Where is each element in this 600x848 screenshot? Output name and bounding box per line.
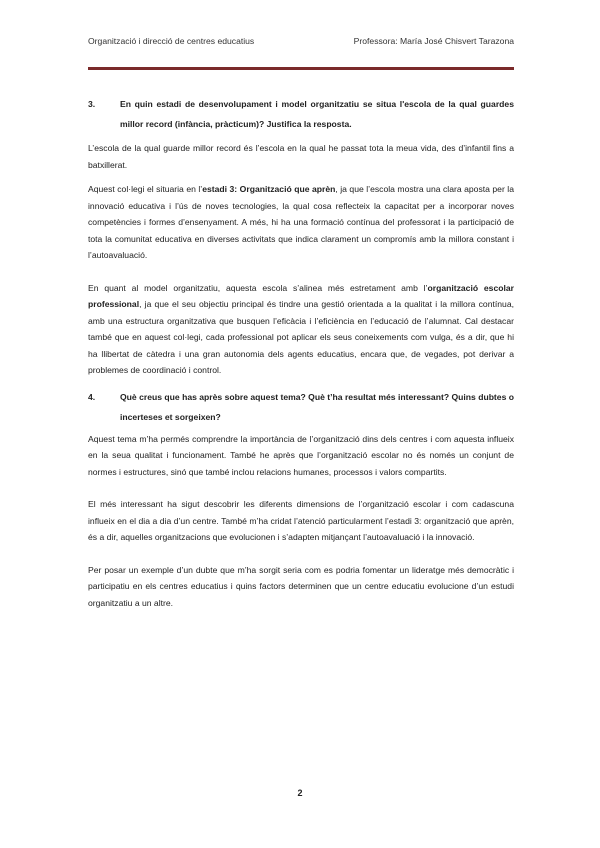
answer-4-paragraph-3: Per posar un exemple d’un dubte que m’ha sorgit seria com es podria fomentar un lideratge més democràtic i participatiu en els centres educatius i quins factors determinen que un centre educatiu evolucione d’un estudi organitzatiu a un altre. bbox=[88, 564, 514, 608]
question-3 bbox=[88, 94, 514, 134]
header-professor: Professora: María José Chisvert Tarazona bbox=[353, 36, 514, 46]
answer-3-p2-bold: estadi 3: Organització que aprèn bbox=[202, 184, 336, 194]
question-3-number: 3. bbox=[88, 99, 96, 109]
question-3-text: En quin estadi de desenvolupament i model organitzatiu se situa l'escola de la qual guardes millor record (infància, pràcticum)? Justifica la resposta. bbox=[120, 99, 514, 129]
answer-3-paragraph-1: L’escola de la qual guarde millor record és l’escola en la qual he passat tota la meua vida, des d’infantil fins a batxillerat. bbox=[88, 143, 514, 170]
answer-4-paragraph-2: El més interessant ha sigut descobrir les diferents dimensions de l’organització escolar i com cadascuna influeix en el dia a dia d’un centre. També m’ha cridat l’atenció particularment l’estadi 3: organització que aprèn, és a dir, aquelles organitzacions que evolucionen i s’adapten mitjançant l’autoavaluació i la innovació. bbox=[88, 499, 514, 542]
question-4 bbox=[88, 387, 514, 427]
header-divider bbox=[88, 67, 514, 70]
answer-3-p3-text-a: En quant al model organitzatiu, aquesta escola s’alinea més estretament amb l’ bbox=[88, 282, 428, 293]
answer-3-paragraph-3 bbox=[88, 280, 514, 379]
page-number: 2 bbox=[297, 788, 303, 798]
header-course-title: Organització i direcció de centres educatius bbox=[88, 36, 255, 46]
answer-3-paragraph-2 bbox=[88, 181, 514, 264]
page-content bbox=[88, 94, 514, 627]
question-4-number: 4. bbox=[88, 391, 96, 402]
answer-4-paragraph-1: Aquest tema m’ha permés comprendre la importància de l’organització dins dels centres i com aquesta influeix en la seua qualitat i funcionament. També he après que l’organització escolar no és només un conjunt de normes i estructures, sinó que també inclou relacions humanes, processos i valors compartits. bbox=[88, 433, 514, 477]
answer-3-p3-text-b: , ja que el seu objectiu principal és tindre una gestió orientada a la qualitat i la millora contínua, amb una estructura organitzativa que busquen l’eficàcia i l’eficiència en l’educació de l’alumnat. Cal destacar també que en aquest col·legi, cada professional pot aplicar els seus coneixements com vulga, és a dir, que hi ha llibertat de càtedra i una gran autonomia dels agents educatius, encara que, de vegades, pot derivar a problemes de coordinació i control. bbox=[88, 299, 514, 375]
answer-3-p2-text-a: Aquest col·legi el situaria en l’ bbox=[88, 184, 203, 194]
answer-3-p3-bold: organització escolar professional bbox=[88, 282, 515, 309]
answer-3-p2-text-b: , ja que l’escola mostra una clara aposta per la innovació educativa i l’ús de noves tecnologies, la qual cosa reflecteix la capacitat per a incorporar noves competències i formes d’ensenyament. A més, hi ha una formació contínua del professorat i la participació de tota la comunitat educativa en diverses activitats que indica clarament un compromís amb la millora constant i l’autoavaluació. bbox=[88, 184, 514, 260]
question-4-text: Què creus que has après sobre aquest tema? Què t’ha resultat més interessant? Quins dubtes o incerteses et sorgeixen? bbox=[120, 391, 514, 422]
